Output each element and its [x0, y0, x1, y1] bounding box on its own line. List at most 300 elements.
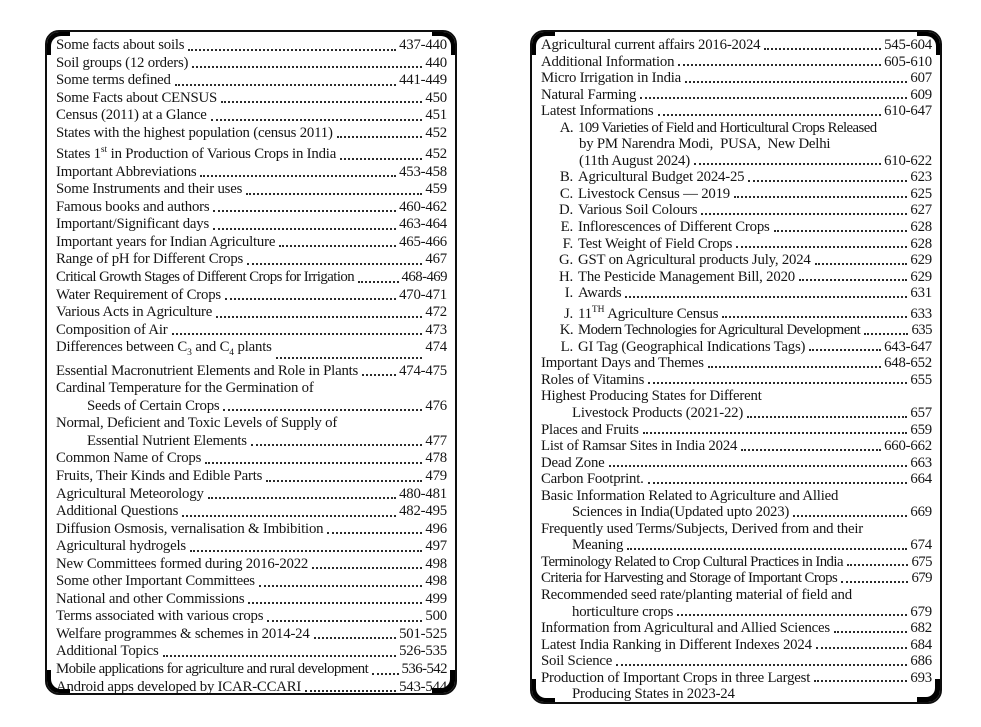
- page-number: 648-652: [884, 355, 932, 372]
- entry-title: Cardinal Temperature for the Germination of: [56, 380, 314, 397]
- page-number: 655: [910, 371, 932, 388]
- entry-title: Additional Information: [541, 53, 675, 70]
- toc-entry-left-4: [56, 107, 447, 125]
- entry-title: Critical Growth Stages of Different Crops for Irrigation: [56, 269, 355, 286]
- page-number: 526-535: [399, 643, 447, 660]
- toc-entry-left-2: [56, 72, 447, 90]
- dot-leader: [362, 374, 396, 376]
- entry-title: Mobile applications for agriculture and rural development: [56, 661, 369, 678]
- toc-entry-left-15: [56, 304, 447, 322]
- toc-entry-left-9: [56, 199, 447, 217]
- toc-entry-left-21: [56, 415, 447, 433]
- dot-leader: [841, 581, 908, 583]
- dot-leader: [834, 631, 907, 633]
- toc-entry-right-7: [541, 153, 932, 170]
- dot-leader: [337, 136, 423, 138]
- page-number: 474-475: [399, 362, 447, 379]
- page-number: 625: [910, 185, 932, 202]
- page-number: 452: [425, 146, 447, 163]
- toc-entry-left-32: [56, 608, 447, 626]
- dot-leader: [327, 532, 422, 534]
- page-number: 693: [910, 669, 932, 686]
- toc-entry-right-0: [541, 37, 932, 54]
- entry-title: Important Days and Themes: [541, 355, 704, 372]
- toc-entry-right-6: [541, 136, 932, 153]
- entry-title: Producing States in 2023-24: [572, 686, 735, 703]
- entry-title: Some Facts about CENSUS: [56, 89, 218, 106]
- entry-title: Latest Informations: [541, 103, 654, 120]
- item-letter: E.: [560, 219, 573, 236]
- toc-entry-right-29: [541, 521, 932, 538]
- entry-title: Seeds of Certain Crops: [87, 397, 220, 414]
- toc-entry-right-39: [541, 686, 932, 703]
- page-number: 479: [425, 468, 447, 484]
- page-number: 643-647: [884, 338, 932, 355]
- page-number: 440: [425, 54, 447, 71]
- toc-entry-right-22: [541, 405, 932, 422]
- page-number: 460-462: [399, 198, 447, 215]
- toc-entry-right-12: [541, 236, 932, 253]
- page-number: 627: [910, 202, 932, 219]
- page-number: 633: [910, 305, 932, 322]
- entry-title: New Committees formed during 2016-2022: [56, 555, 309, 572]
- page-number: 607: [910, 70, 932, 87]
- page-number: 659: [910, 421, 932, 438]
- dot-leader: [279, 245, 396, 247]
- dot-leader: [223, 409, 422, 411]
- entry-title: States with the highest population (census 2011): [56, 124, 333, 141]
- page-number: 496: [425, 520, 447, 537]
- page-number: 452: [425, 124, 447, 141]
- entry-title: Terminology Related to Crop Cultural Practices in India: [541, 553, 843, 570]
- toc-entry-left-28: [56, 538, 447, 556]
- item-letter: A.: [559, 119, 573, 136]
- entry-title: Production of Important Crops in three Largest: [541, 669, 811, 686]
- dot-leader: [774, 230, 908, 232]
- toc-entry-right-35: [541, 620, 932, 637]
- item-letter: B.: [559, 169, 573, 186]
- entry-title: Soil groups (12 orders): [56, 54, 189, 71]
- entry-title: horticulture crops: [572, 603, 674, 620]
- toc-entry-right-1: [541, 54, 932, 71]
- entry-title: Livestock Products (2021-22): [572, 404, 744, 421]
- entry-title: Additional Questions: [56, 503, 179, 520]
- item-letter: C.: [559, 185, 573, 202]
- dot-leader: [266, 480, 422, 482]
- entry-title: The Pesticide Management Bill, 2020: [578, 268, 795, 285]
- toc-entry-right-26: [541, 471, 932, 488]
- toc-entry-right-21: [541, 388, 932, 405]
- dot-leader: [748, 180, 907, 182]
- entry-title: Essential Macronutrient Elements and Role in Plants: [56, 362, 359, 379]
- toc-page-left: [45, 30, 457, 695]
- page-number: 629: [910, 268, 932, 285]
- page-number: 500: [425, 608, 447, 625]
- page-number: 682: [910, 620, 932, 637]
- dot-leader: [305, 690, 396, 692]
- entry-title: Agricultural Budget 2024-25: [578, 169, 745, 186]
- page-number: 498: [425, 573, 447, 590]
- dot-leader: [627, 548, 907, 550]
- dot-leader: [248, 602, 422, 604]
- dot-leader: [213, 228, 396, 230]
- entry-title: Common Name of Crops: [56, 450, 202, 467]
- dot-leader: [247, 263, 422, 265]
- page-number: 635: [911, 322, 932, 339]
- entry-title: Agricultural current affairs 2016-2024: [541, 37, 761, 53]
- toc-entry-left-0: [56, 37, 447, 55]
- toc-entry-left-5: [56, 125, 447, 143]
- entry-title: Criteria for Harvesting and Storage of Important Crops: [541, 570, 838, 587]
- toc-entry-right-24: [541, 438, 932, 455]
- entry-title: Water Requirement of Crops: [56, 286, 221, 303]
- page-number: 473: [425, 321, 447, 338]
- entry-title: 11TH Agriculture Census: [578, 304, 719, 322]
- toc-entry-left-26: [56, 503, 447, 521]
- page-number: 467: [425, 251, 447, 268]
- page-number: 536-542: [401, 661, 447, 678]
- dot-leader: [225, 298, 396, 300]
- entry-title: Welfare programmes & schemes in 2014-24: [56, 625, 310, 642]
- entry-title: Essential Nutrient Elements: [87, 432, 247, 449]
- page-number: 628: [910, 235, 932, 252]
- dot-leader: [640, 97, 907, 99]
- entry-title: Range of pH for Different Crops: [56, 251, 244, 268]
- entry-title: Highest Producing States for Different: [541, 388, 762, 405]
- toc-list-right: [541, 37, 932, 703]
- page-number: 623: [910, 169, 932, 186]
- page-number: 663: [910, 454, 932, 471]
- entry-title: Some terms defined: [56, 72, 171, 89]
- dot-leader: [205, 462, 422, 464]
- page-number: 450: [425, 89, 447, 106]
- toc-entry-left-27: [56, 521, 447, 539]
- page-number: 451: [425, 107, 447, 124]
- toc-entry-right-11: [541, 219, 932, 236]
- dot-leader: [246, 193, 422, 195]
- page-number: 470-471: [399, 286, 447, 303]
- toc-entry-right-20: [541, 372, 932, 389]
- page-number: 465-466: [399, 233, 447, 250]
- page-number: 441-449: [399, 72, 447, 89]
- dot-leader: [190, 550, 422, 552]
- toc-entry-right-28: [541, 504, 932, 521]
- toc-entry-left-11: [56, 234, 447, 252]
- entry-title: by PM Narendra Modi, PUSA, New Delhi: [579, 136, 831, 153]
- entry-title: Frequently used Terms/Subjects, Derived from and their: [541, 520, 863, 537]
- toc-entry-left-20: [56, 398, 447, 416]
- toc-entry-right-13: [541, 252, 932, 269]
- entry-title: Android apps developed by ICAR-CCARI: [56, 678, 302, 695]
- dot-leader: [747, 416, 907, 418]
- toc-entry-left-16: [56, 322, 447, 340]
- item-letter: I.: [564, 285, 573, 302]
- entry-title: Recommended seed rate/planting material of field and: [541, 586, 852, 603]
- page-number: 664: [910, 471, 932, 488]
- toc-entry-right-15: [541, 285, 932, 302]
- toc-entry-right-16: [541, 302, 932, 322]
- dot-leader: [276, 357, 423, 359]
- dot-leader: [372, 673, 398, 675]
- entry-title: Basic Information Related to Agriculture and Allied: [541, 487, 839, 504]
- page-number: 543-544: [399, 678, 447, 695]
- dot-leader: [182, 515, 396, 517]
- toc-entry-left-18: [56, 363, 447, 381]
- dot-leader: [172, 333, 423, 335]
- entry-title: Latest India Ranking in Different Indexes 2024: [541, 636, 812, 653]
- entry-title: Sciences in India(Updated upto 2023): [572, 504, 790, 521]
- toc-entry-left-3: [56, 90, 447, 108]
- page-number: 477: [425, 432, 447, 449]
- toc-entry-left-34: [56, 643, 447, 661]
- page-number: 686: [910, 653, 932, 670]
- toc-entry-left-10: [56, 216, 447, 234]
- toc-entry-left-30: [56, 573, 447, 591]
- entry-title: Modern Technologies for Agricultural Development: [578, 322, 861, 339]
- entry-title: Diffusion Osmosis, vernalisation & Imbibition: [56, 520, 324, 537]
- entry-title: Census (2011) at a Glance: [56, 107, 207, 124]
- entry-title: National and other Commissions: [56, 590, 245, 607]
- toc-entry-right-2: [541, 70, 932, 87]
- dot-leader: [208, 497, 396, 499]
- dot-leader: [701, 213, 907, 215]
- dot-leader: [648, 382, 907, 384]
- dot-leader: [259, 585, 423, 587]
- dot-leader: [847, 564, 908, 566]
- page-number: 610-647: [884, 103, 932, 120]
- entry-title: Information from Agricultural and Allied Sciences: [541, 620, 830, 637]
- page-number: 478: [425, 450, 447, 467]
- toc-entry-right-8: [541, 169, 932, 186]
- toc-entry-right-4: [541, 103, 932, 120]
- dot-leader: [216, 316, 422, 318]
- dot-leader: [708, 366, 881, 368]
- dot-leader: [816, 647, 908, 649]
- entry-title: Various Soil Colours: [578, 202, 698, 219]
- page-number: 629: [910, 252, 932, 269]
- page-number: 605-610: [884, 53, 932, 70]
- item-letter: K.: [559, 322, 573, 339]
- entry-title: Roles of Vitamins: [541, 371, 645, 388]
- toc-entry-right-23: [541, 422, 932, 439]
- item-letter: H.: [559, 268, 573, 285]
- dot-leader: [678, 64, 881, 66]
- page-number: 631: [910, 285, 932, 302]
- dot-leader: [809, 349, 881, 351]
- entry-title: Normal, Deficient and Toxic Levels of Supply of: [56, 415, 338, 432]
- dot-leader: [221, 101, 422, 103]
- dot-leader: [625, 296, 907, 298]
- toc-entry-left-14: [56, 287, 447, 305]
- item-letter: D.: [559, 202, 573, 219]
- dot-leader: [616, 664, 907, 666]
- dot-leader: [764, 48, 881, 50]
- page-number: 472: [425, 304, 447, 321]
- toc-entry-left-36: [56, 679, 447, 695]
- toc-entry-right-10: [541, 202, 932, 219]
- dot-leader: [734, 196, 907, 198]
- entry-title: Important years for Indian Agriculture: [56, 233, 276, 250]
- page-number: 609: [910, 86, 932, 103]
- page-number: 482-495: [399, 503, 447, 520]
- dot-leader: [251, 444, 423, 446]
- entry-title: Livestock Census — 2019: [578, 185, 730, 202]
- item-letter: F.: [562, 235, 573, 252]
- entry-title: Test Weight of Field Crops: [578, 235, 733, 252]
- entry-title: Soil Science: [541, 653, 613, 670]
- dot-leader: [609, 465, 908, 467]
- toc-entry-left-31: [56, 591, 447, 609]
- entry-title: Awards: [578, 285, 622, 302]
- toc-entry-right-27: [541, 488, 932, 505]
- toc-entry-left-13: [56, 269, 447, 287]
- entry-title: Fruits, Their Kinds and Edible Parts: [56, 468, 263, 484]
- item-letter: L.: [560, 338, 573, 355]
- page-number: 474: [425, 339, 447, 356]
- toc-page-right: [530, 30, 942, 704]
- toc-entry-left-17: [56, 339, 447, 363]
- page-number: 628: [910, 219, 932, 236]
- dot-leader: [312, 567, 422, 569]
- toc-entry-right-34: [541, 604, 932, 621]
- page-number: 480-481: [399, 485, 447, 502]
- dot-leader: [864, 333, 908, 335]
- toc-entry-left-22: [56, 433, 447, 451]
- dot-leader: [815, 263, 908, 265]
- toc-entry-left-6: [56, 142, 447, 163]
- page-number: 437-440: [399, 37, 447, 53]
- page-number: 545-604: [884, 37, 932, 53]
- entry-title: Agricultural hydrogels: [56, 538, 186, 555]
- page-number: 501-525: [399, 625, 447, 642]
- page-number: 657: [910, 404, 932, 421]
- toc-entry-right-30: [541, 537, 932, 554]
- dot-leader: [799, 279, 907, 281]
- toc-list-left: [56, 37, 447, 695]
- dot-leader: [163, 655, 397, 657]
- toc-entry-right-38: [541, 670, 932, 687]
- entry-title: Inflorescences of Different Crops: [578, 219, 770, 236]
- dot-leader: [213, 210, 396, 212]
- toc-entry-left-7: [56, 164, 447, 182]
- page-number: 669: [910, 504, 932, 521]
- page-number: 498: [425, 555, 447, 572]
- dot-leader: [188, 49, 396, 51]
- toc-entry-left-1: [56, 55, 447, 73]
- entry-title: Some Instruments and their uses: [56, 181, 243, 198]
- entry-title: Important Abbreviations: [56, 163, 197, 180]
- toc-entry-right-33: [541, 587, 932, 604]
- toc-entry-left-19: [56, 380, 447, 398]
- dot-leader: [267, 620, 422, 622]
- entry-title: Micro Irrigation in India: [541, 70, 682, 87]
- toc-entry-right-25: [541, 455, 932, 472]
- entry-title: List of Ramsar Sites in India 2024: [541, 438, 738, 455]
- entry-title: Meaning: [572, 537, 624, 554]
- toc-entry-left-23: [56, 450, 447, 468]
- dot-leader: [192, 66, 422, 68]
- toc-entry-left-12: [56, 251, 447, 269]
- page-number: 684: [910, 636, 932, 653]
- dot-leader: [358, 281, 398, 283]
- toc-entry-right-32: [541, 570, 932, 587]
- toc-entry-left-29: [56, 556, 447, 574]
- entry-title: Places and Fruits: [541, 421, 639, 438]
- page-number: 679: [910, 603, 932, 620]
- dot-leader: [677, 614, 907, 616]
- dot-leader: [314, 637, 397, 639]
- entry-title: GST on Agricultural products July, 2024: [578, 252, 811, 269]
- toc-entry-left-25: [56, 486, 447, 504]
- dot-leader: [175, 84, 396, 86]
- entry-title: Important/Significant days: [56, 216, 210, 233]
- toc-entry-right-18: [541, 339, 932, 356]
- toc-entry-right-31: [541, 554, 932, 571]
- dot-leader: [741, 449, 881, 451]
- dot-leader: [814, 680, 907, 682]
- entry-title: GI Tag (Geographical Indications Tags): [578, 338, 806, 355]
- entry-title: Terms associated with various crops: [56, 608, 264, 625]
- entry-title: Differences between $C_3$ and $C_4$ plants: [56, 339, 272, 359]
- item-letter: G.: [559, 252, 573, 269]
- dot-leader: [648, 482, 908, 484]
- entry-title: Famous books and authors: [56, 198, 210, 215]
- toc-entry-right-37: [541, 653, 932, 670]
- page-number: 453-458: [399, 163, 447, 180]
- entry-title: Natural Farming: [541, 86, 637, 103]
- toc-entry-right-3: [541, 87, 932, 104]
- toc-entry-right-14: [541, 269, 932, 286]
- toc-entry-right-17: [541, 322, 932, 339]
- page-number: 476: [425, 397, 447, 414]
- toc-entry-right-9: [541, 186, 932, 203]
- toc-entry-right-19: [541, 355, 932, 372]
- toc-entry-left-8: [56, 181, 447, 199]
- page-number: 679: [911, 570, 932, 587]
- dot-leader: [200, 175, 396, 177]
- page-number: 675: [911, 553, 932, 570]
- entry-title: Some facts about soils: [56, 37, 185, 53]
- toc-entry-left-33: [56, 626, 447, 644]
- page-number: 610-622: [884, 152, 932, 169]
- dot-leader: [340, 158, 422, 160]
- entry-title: Agricultural Meteorology: [56, 485, 204, 502]
- dot-leader: [658, 114, 882, 116]
- entry-title: Carbon Footprint.: [541, 471, 644, 488]
- entry-title: Various Acts in Agriculture: [56, 304, 213, 321]
- page-number: 459: [425, 181, 447, 198]
- dot-leader: [685, 81, 907, 83]
- item-letter: J.: [563, 305, 573, 322]
- entry-title: Composition of Air: [56, 321, 168, 338]
- dot-leader: [722, 316, 907, 318]
- page-number: 468-469: [401, 269, 447, 286]
- dot-leader: [694, 163, 881, 165]
- entry-title: Additional Topics: [56, 643, 159, 660]
- toc-entry-right-5: [541, 120, 932, 137]
- page-number: 499: [425, 590, 447, 607]
- dot-leader: [643, 432, 908, 434]
- toc-entry-right-36: [541, 637, 932, 654]
- dot-leader: [211, 119, 423, 121]
- toc-entry-left-24: [56, 468, 447, 486]
- entry-title: Some other Important Committees: [56, 573, 255, 590]
- entry-title: 109 Varieties of Field and Horticultural Crops Released: [578, 119, 877, 136]
- toc-entry-left-35: [56, 661, 447, 679]
- page-number: 660-662: [884, 438, 932, 455]
- entry-title: States 1st in Production of Various Crops in India: [56, 145, 337, 163]
- entry-title: (11th August 2024): [579, 152, 690, 169]
